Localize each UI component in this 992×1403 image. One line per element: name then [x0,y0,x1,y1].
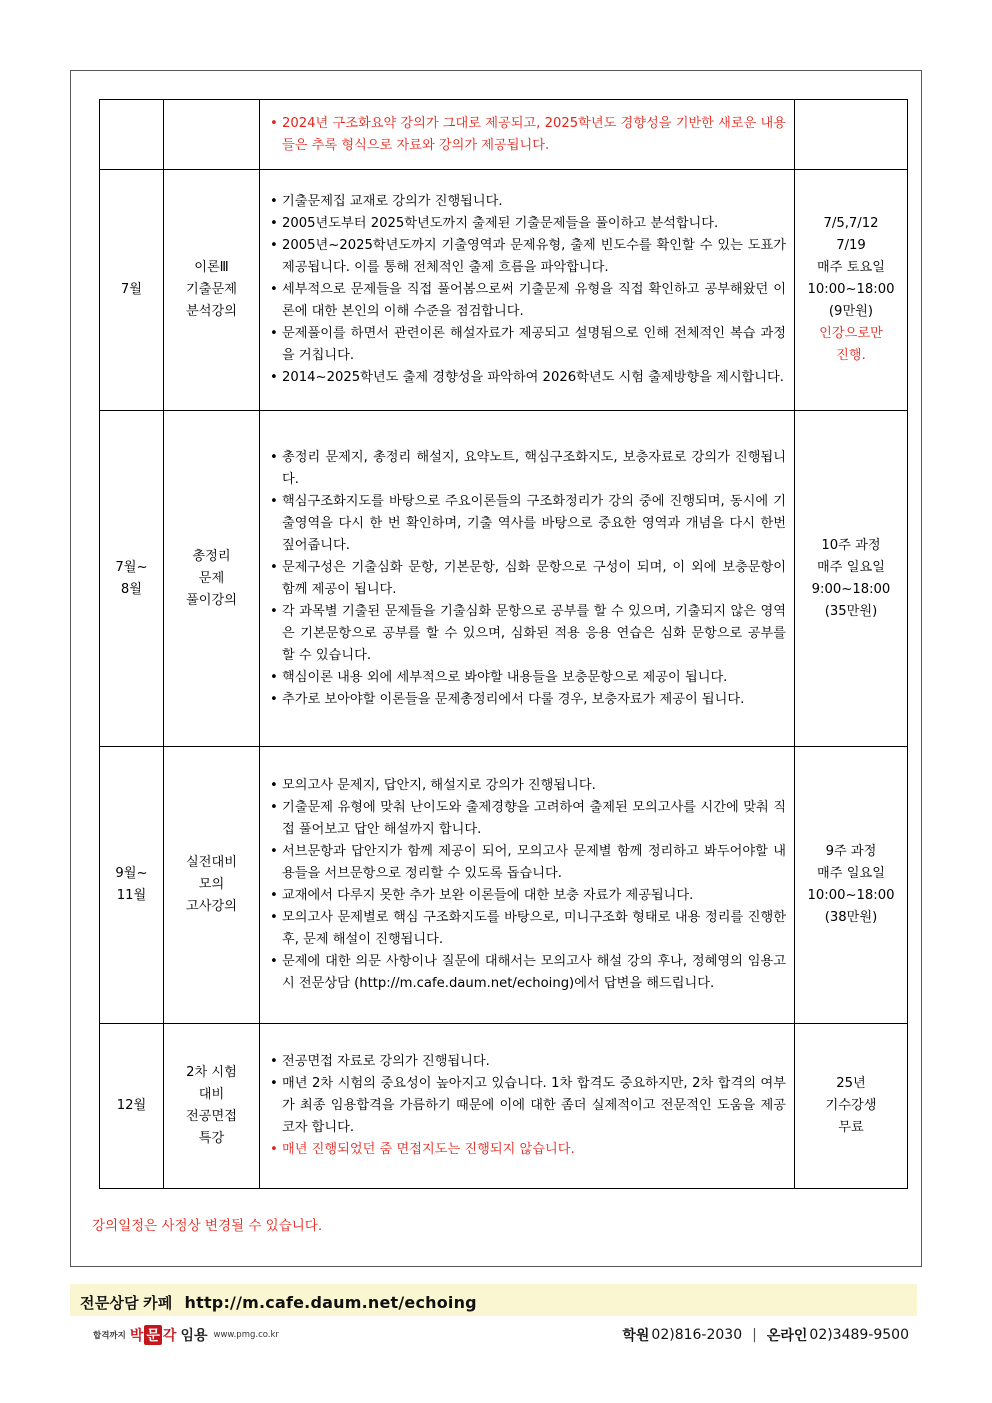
month-cell [100,100,164,170]
description-item: • 세부적으로 문제들을 직접 풀어봄으로써 기출문제 유형을 직접 확인하고 공부해왔던 이론에 대한 본인의 이해 수준을 점검합니다. [270,279,786,323]
description-item: • 매년 2차 시험의 중요성이 높아지고 있습니다. 1차 합격도 중요하지만, 2차 합격의 여부가 최종 임용합격을 가름하기 때문에 이에 대한 좀더 실제적이고 전문적인 도움을 제공코자 합니다. [270,1073,786,1139]
month-label: 12월 [116,1098,147,1113]
schedule-line: 10:00~18:00 [807,282,895,297]
course-description-cell [260,747,795,1024]
description-item: • 문제풀이를 하면서 관련이론 해설자료가 제공되고 설명됨으로 인해 전체적인 복습 과정을 거칩니다. [270,323,786,367]
course-title-line: 풀이강의 [186,592,237,608]
table-row [100,1024,908,1189]
schedule-line: 9주 과정 [825,844,877,859]
description-item: • 문제에 대한 의문 사항이나 질문에 대해서는 모의고사 해설 강의 후나, 정혜영의 임용고시 전문상담 (http://m.cafe.daum.net/echoing)에서 답변을 해드립니다. [270,951,786,995]
description-item: • 매년 진행되었던 줌 면접지도는 진행되지 않습니다. [270,1139,786,1161]
table-row [100,100,908,170]
schedule-line: 진행. [836,348,866,363]
logo-tagline: 합격까지 [93,1331,126,1341]
course-description-cell [260,100,795,170]
schedule-line: 매주 일요일 [817,866,885,881]
schedule-line: 10:00~18:00 [807,888,895,903]
publisher-logo [93,1324,279,1346]
online-label: 온라인 [766,1328,808,1344]
course-title-line: 실전대비 [186,855,237,870]
contact-info [622,1325,909,1345]
table-row [100,170,908,411]
schedule-line: 7/5,7/12 [823,216,879,231]
course-title-line: 문제 [198,570,225,586]
description-item: • 모의고사 문제별로 핵심 구조화지도를 바탕으로, 미니구조화 형태로 내용 정리를 진행한 후, 문제 해설이 진행됩니다. [270,907,786,951]
description-item: • 추가로 보아야할 이론들을 문제총정리에서 다룰 경우, 보충자료가 제공이 됩니다. [270,689,786,711]
description-item: • 문제구성은 기출심화 문항, 기본문항, 심화 문항으로 구성이 되며, 이 외에 보충문항이 함께 제공이 됩니다. [270,557,786,601]
description-item: • 서브문항과 답안지가 함께 제공이 되어, 모의고사 문제별 함께 정리하고 봐두어야할 내용들을 서브문항으로 정리할 수 있도록 돕습니다. [270,841,786,885]
schedule-cell [795,411,908,747]
logo-brand-part: 박 [129,1328,144,1344]
course-title-line: 총정리 [192,548,231,564]
description-item: • 전공면접 자료로 강의가 진행됩니다. [270,1051,786,1073]
schedule-line: (9만원) [828,304,874,319]
course-title-cell [164,1024,260,1189]
schedule-line: 기수강생 [825,1098,877,1113]
schedule-line: (35만원) [824,603,878,619]
course-description-cell [260,1024,795,1189]
schedule-line: (38만원) [824,910,878,925]
schedule-line: 매주 일요일 [817,559,885,575]
course-title-line: 기출문제 [186,282,237,297]
contact-separator: | [752,1327,757,1343]
logo-brand-part: 각 [162,1328,177,1344]
description-item: • 총정리 문제지, 총정리 해설지, 요약노트, 핵심구조화지도, 보충자료로 강의가 진행됩니다. [270,447,786,491]
course-title-cell [164,170,260,411]
online-phone: 02)3489-9500 [809,1327,909,1343]
month-label: 9월~ 11월 [115,866,148,903]
description-item: • 기출문제집 교재로 강의가 진행됩니다. [270,191,786,213]
month-cell [100,170,164,411]
month-cell [100,747,164,1024]
schedule-line: 9:00~18:00 [811,581,891,597]
schedule-line: 10주 과정 [821,537,881,553]
description-item: • 각 과목별 기출된 문제들을 기출심화 문항으로 공부를 할 수 있으며, 기출되지 않은 영역은 기본문항으로 공부를 할 수 있으며, 심화된 적용 응용 연습은 심화 문항으로 공부를 할 수 있습니다. [270,601,786,667]
course-title-line: 고사강의 [186,899,237,914]
schedule-change-notice: 강의일정은 사정상 변경될 수 있습니다. [92,1218,323,1234]
course-title-line: 모의 [198,877,225,892]
description-item: • 기출문제 유형에 맞춰 난이도와 출제경향을 고려하여 출제된 모의고사를 시간에 맞춰 직접 풀어보고 답안 해설까지 합니다. [270,797,786,841]
schedule-line: 인강으로만 [819,326,883,341]
academy-label: 학원 [622,1328,650,1344]
description-item: • 2005년~2025학년도까지 기출영역과 문제유형, 출제 빈도수를 확인할 수 있는 도표가 제공됩니다. 이를 통해 전체적인 출제 흐름을 파악합니다. [270,235,786,279]
course-title-cell [164,411,260,747]
logo-sub: 임용 [180,1328,208,1344]
course-title-line: 이론Ⅲ [194,260,229,275]
schedule-cell [795,170,908,411]
schedule-cell [795,100,908,170]
cafe-link[interactable]: http://m.cafe.daum.net/echoing [184,1293,477,1312]
schedule-line: 무료 [838,1120,864,1135]
course-description-cell [260,411,795,747]
schedule-line: 7/19 [836,238,866,253]
course-title-line: 전공면접 [186,1109,237,1124]
logo-url[interactable]: www.pmg.co.kr [213,1330,279,1340]
description-item: • 2005년도부터 2025학년도까지 출제된 기출문제들을 풀이하고 분석합니다. [270,213,786,235]
course-title-line: 2차 시험 [186,1065,237,1080]
month-cell [100,411,164,747]
description-item: • 2024년 구조화요약 강의가 그대로 제공되고, 2025학년도 경향성을 기반한 새로운 내용들은 추록 형식으로 자료와 강의가 제공됩니다. [270,113,786,157]
course-title-cell [164,100,260,170]
table-row [100,747,908,1024]
schedule-cell [795,1024,908,1189]
description-item: • 핵심구조화지도를 바탕으로 주요이론들의 구조화정리가 강의 중에 진행되며, 동시에 기출영역을 다시 한 번 확인하며, 기출 역사를 바탕으로 중요한 영역과 개념을 다시 한번 짚어줍니다. [270,491,786,557]
course-title-line: 특강 [198,1131,225,1146]
description-item: • 모의고사 문제지, 답안지, 해설지로 강의가 진행됩니다. [270,775,786,797]
logo-brand-part: 문 [144,1325,162,1345]
description-item: • 핵심이론 내용 외에 세부적으로 봐야할 내용들을 보충문항으로 제공이 됩니다. [270,667,786,689]
month-label: 7월 [120,282,143,297]
course-title-line: 대비 [198,1087,225,1102]
course-description-cell [260,170,795,411]
schedule-line: 25년 [836,1076,866,1091]
description-item: • 교재에서 다루지 못한 추가 보완 이론들에 대한 보충 자료가 제공됩니다. [270,885,786,907]
course-schedule-table [99,99,908,1189]
cafe-label: 전문상담 카페 [80,1295,173,1312]
logo-brand [130,1325,177,1345]
cafe-info [80,1292,477,1313]
month-label: 7월~ 8월 [115,559,148,597]
schedule-cell [795,747,908,1024]
month-cell [100,1024,164,1189]
table-row [100,411,908,747]
academy-phone: 02)816-2030 [651,1327,743,1343]
schedule-line: 매주 토요일 [817,260,885,275]
course-title-cell [164,747,260,1024]
course-title-line: 분석강의 [186,304,237,319]
description-item: • 2014~2025학년도 출제 경향성을 파악하여 2026학년도 시험 출제방향을 제시합니다. [270,367,786,389]
